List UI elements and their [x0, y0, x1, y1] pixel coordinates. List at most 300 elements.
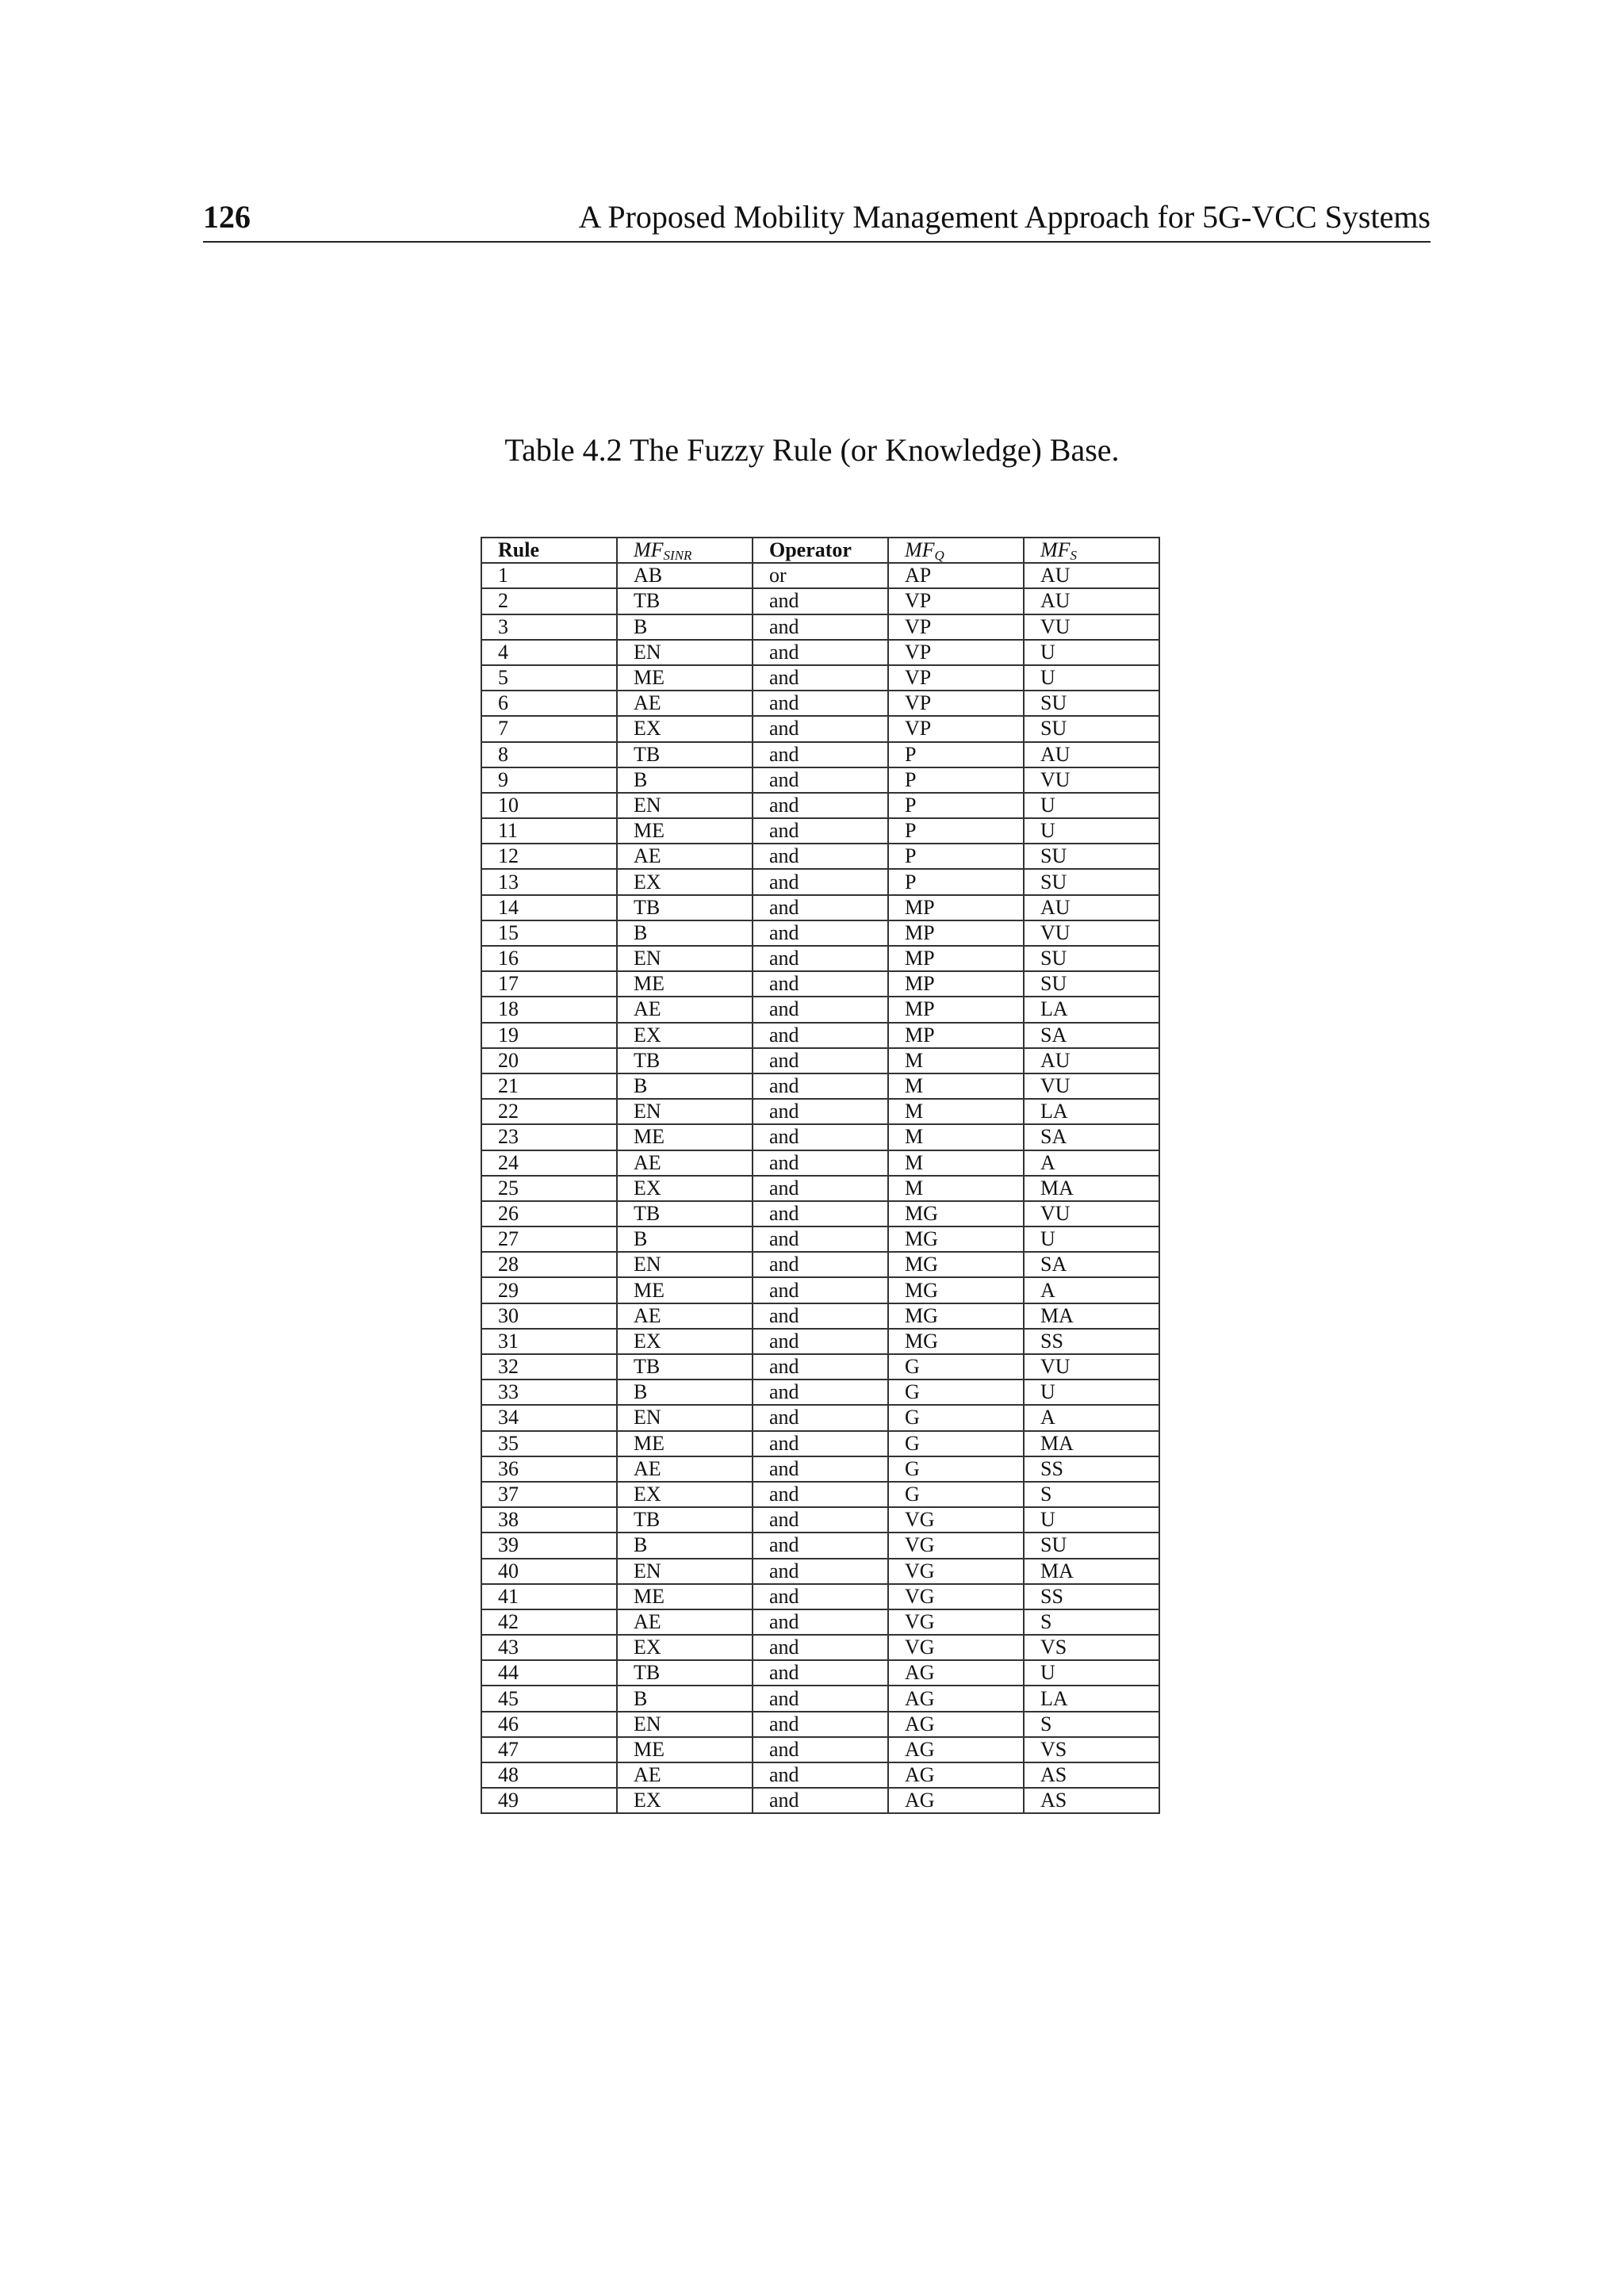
mf-sinr-cell: EX	[617, 716, 753, 741]
mf-s-cell: SS	[1024, 1456, 1159, 1482]
table-row	[481, 1533, 1159, 1558]
table-row	[481, 869, 1159, 894]
rule-number-cell: 34	[481, 1405, 617, 1430]
table-row	[481, 1559, 1159, 1584]
mf-sinr-cell: B	[617, 920, 753, 946]
mf-sinr-cell: B	[617, 1073, 753, 1099]
mf-sinr-cell: ME	[617, 971, 753, 997]
mf-s-cell: MA	[1024, 1431, 1159, 1456]
mf-sinr-cell: ME	[617, 665, 753, 691]
operator-cell: and	[753, 767, 888, 793]
operator-cell: and	[753, 1686, 888, 1711]
rule-number-cell: 6	[481, 691, 617, 716]
mf-q-cell: G	[888, 1354, 1024, 1380]
mf-sinr-cell: EX	[617, 1023, 753, 1048]
operator-cell: and	[753, 1431, 888, 1456]
operator-cell: and	[753, 1507, 888, 1533]
table-row	[481, 997, 1159, 1022]
table-row	[481, 793, 1159, 818]
rule-number-cell: 19	[481, 1023, 617, 1048]
column-header-mf-sinr	[617, 538, 753, 563]
operator-cell: and	[753, 793, 888, 818]
mf-sinr-cell: EN	[617, 640, 753, 665]
table-row	[481, 1609, 1159, 1635]
table-row	[481, 691, 1159, 716]
rule-number-cell: 49	[481, 1788, 617, 1813]
mf-q-cell: AG	[888, 1762, 1024, 1788]
table-row	[481, 640, 1159, 665]
rule-number-cell: 10	[481, 793, 617, 818]
mf-sinr-cell: EN	[617, 1712, 753, 1737]
mf-sinr-cell: TB	[617, 1354, 753, 1380]
rule-number-cell: 44	[481, 1660, 617, 1686]
table-row	[481, 1584, 1159, 1609]
mf-s-cell: LA	[1024, 997, 1159, 1022]
table-row	[481, 1762, 1159, 1788]
operator-cell: and	[753, 1559, 888, 1584]
rule-number-cell: 24	[481, 1150, 617, 1176]
rule-number-cell: 21	[481, 1073, 617, 1099]
table-row	[481, 844, 1159, 869]
mf-sinr-cell: AB	[617, 563, 753, 588]
rule-number-cell: 35	[481, 1431, 617, 1456]
operator-cell: and	[753, 1303, 888, 1329]
mf-sinr-cell: EX	[617, 1329, 753, 1354]
mf-sinr-cell: B	[617, 1533, 753, 1558]
mf-q-cell: VP	[888, 588, 1024, 614]
column-header-mf-q-base: MF	[905, 538, 935, 562]
operator-cell: or	[753, 563, 888, 588]
mf-sinr-cell: ME	[617, 1737, 753, 1762]
mf-sinr-cell: B	[617, 1380, 753, 1405]
operator-cell: and	[753, 1176, 888, 1201]
rule-number-cell: 30	[481, 1303, 617, 1329]
mf-q-cell: AG	[888, 1712, 1024, 1737]
mf-q-cell: VP	[888, 716, 1024, 741]
mf-q-cell: VG	[888, 1533, 1024, 1558]
mf-s-cell: SA	[1024, 1252, 1159, 1277]
operator-cell: and	[753, 588, 888, 614]
rule-number-cell: 31	[481, 1329, 617, 1354]
table-row	[481, 1635, 1159, 1660]
rule-number-cell: 17	[481, 971, 617, 997]
mf-s-cell: U	[1024, 665, 1159, 691]
table-row	[481, 920, 1159, 946]
operator-cell: and	[753, 1099, 888, 1124]
mf-s-cell: SS	[1024, 1329, 1159, 1354]
mf-sinr-cell: B	[617, 1226, 753, 1252]
rule-number-cell: 12	[481, 844, 617, 869]
mf-sinr-cell: TB	[617, 1660, 753, 1686]
rule-number-cell: 2	[481, 588, 617, 614]
mf-s-cell: SU	[1024, 1533, 1159, 1558]
operator-cell: and	[753, 1380, 888, 1405]
mf-s-cell: VU	[1024, 767, 1159, 793]
mf-s-cell: SS	[1024, 1584, 1159, 1609]
operator-cell: and	[753, 1023, 888, 1048]
rule-number-cell: 29	[481, 1277, 617, 1303]
column-header-mf-s-subscript: S	[1070, 548, 1078, 564]
mf-q-cell: MP	[888, 895, 1024, 920]
mf-q-cell: P	[888, 869, 1024, 894]
rule-number-cell: 13	[481, 869, 617, 894]
mf-s-cell: SU	[1024, 971, 1159, 997]
operator-cell: and	[753, 1405, 888, 1430]
mf-s-cell: LA	[1024, 1099, 1159, 1124]
mf-s-cell: SA	[1024, 1023, 1159, 1048]
rule-number-cell: 15	[481, 920, 617, 946]
column-header-mf-sinr-subscript: SINR	[663, 548, 692, 564]
mf-q-cell: VP	[888, 665, 1024, 691]
fuzzy-rule-table	[481, 537, 1160, 1814]
mf-sinr-cell: TB	[617, 588, 753, 614]
mf-sinr-cell: B	[617, 1686, 753, 1711]
mf-q-cell: M	[888, 1124, 1024, 1150]
mf-sinr-cell: EX	[617, 1482, 753, 1507]
mf-sinr-cell: EN	[617, 1252, 753, 1277]
table-row	[481, 716, 1159, 741]
mf-q-cell: MG	[888, 1329, 1024, 1354]
mf-q-cell: VP	[888, 640, 1024, 665]
running-title: A Proposed Mobility Management Approach for 5G-VCC Systems	[578, 199, 1431, 235]
mf-sinr-cell: EN	[617, 1405, 753, 1430]
rule-number-cell: 43	[481, 1635, 617, 1660]
operator-cell: and	[753, 920, 888, 946]
operator-cell: and	[753, 614, 888, 640]
mf-s-cell: VU	[1024, 614, 1159, 640]
mf-sinr-cell: EN	[617, 1559, 753, 1584]
mf-q-cell: AG	[888, 1788, 1024, 1813]
table-row	[481, 1354, 1159, 1380]
rule-number-cell: 38	[481, 1507, 617, 1533]
mf-q-cell: G	[888, 1405, 1024, 1430]
operator-cell: and	[753, 665, 888, 691]
operator-cell: and	[753, 946, 888, 971]
operator-cell: and	[753, 1277, 888, 1303]
table-row	[481, 1176, 1159, 1201]
mf-s-cell: U	[1024, 818, 1159, 844]
rule-number-cell: 7	[481, 716, 617, 741]
mf-s-cell: VU	[1024, 1073, 1159, 1099]
mf-s-cell: AU	[1024, 895, 1159, 920]
mf-sinr-cell: EN	[617, 1099, 753, 1124]
mf-s-cell: A	[1024, 1277, 1159, 1303]
table-row	[481, 1507, 1159, 1533]
table-row	[481, 1303, 1159, 1329]
mf-sinr-cell: TB	[617, 1507, 753, 1533]
table-row	[481, 614, 1159, 640]
rule-number-cell: 14	[481, 895, 617, 920]
mf-q-cell: VP	[888, 691, 1024, 716]
mf-s-cell: MA	[1024, 1303, 1159, 1329]
rule-number-cell: 22	[481, 1099, 617, 1124]
mf-sinr-cell: AE	[617, 1150, 753, 1176]
mf-sinr-cell: AE	[617, 1456, 753, 1482]
mf-s-cell: S	[1024, 1712, 1159, 1737]
mf-sinr-cell: B	[617, 767, 753, 793]
mf-q-cell: AG	[888, 1686, 1024, 1711]
operator-cell: and	[753, 691, 888, 716]
mf-q-cell: VG	[888, 1559, 1024, 1584]
table-row	[481, 1124, 1159, 1150]
rule-number-cell: 25	[481, 1176, 617, 1201]
table-row	[481, 1431, 1159, 1456]
mf-sinr-cell: EX	[617, 1176, 753, 1201]
mf-s-cell: VS	[1024, 1737, 1159, 1762]
mf-sinr-cell: EX	[617, 1635, 753, 1660]
mf-s-cell: S	[1024, 1609, 1159, 1635]
table-row	[481, 665, 1159, 691]
column-header-mf-q	[888, 538, 1024, 563]
operator-cell: and	[753, 1635, 888, 1660]
mf-q-cell: AG	[888, 1737, 1024, 1762]
table-row	[481, 1048, 1159, 1073]
mf-q-cell: VP	[888, 614, 1024, 640]
mf-s-cell: AU	[1024, 1048, 1159, 1073]
mf-sinr-cell: AE	[617, 997, 753, 1022]
operator-cell: and	[753, 1762, 888, 1788]
mf-q-cell: P	[888, 742, 1024, 767]
operator-cell: and	[753, 1660, 888, 1686]
mf-sinr-cell: ME	[617, 1277, 753, 1303]
rule-number-cell: 40	[481, 1559, 617, 1584]
mf-q-cell: P	[888, 767, 1024, 793]
mf-sinr-cell: TB	[617, 895, 753, 920]
column-header-mf-sinr-base: MF	[634, 538, 664, 562]
table-row	[481, 818, 1159, 844]
mf-s-cell: SU	[1024, 844, 1159, 869]
mf-q-cell: MG	[888, 1226, 1024, 1252]
rule-number-cell: 11	[481, 818, 617, 844]
mf-q-cell: G	[888, 1482, 1024, 1507]
mf-s-cell: A	[1024, 1405, 1159, 1430]
mf-q-cell: MG	[888, 1252, 1024, 1277]
operator-cell: and	[753, 971, 888, 997]
table-row	[481, 1380, 1159, 1405]
operator-cell: and	[753, 1150, 888, 1176]
operator-cell: and	[753, 1584, 888, 1609]
rule-number-cell: 23	[481, 1124, 617, 1150]
rule-number-cell: 4	[481, 640, 617, 665]
table-row	[481, 1073, 1159, 1099]
rule-number-cell: 18	[481, 997, 617, 1022]
column-header-operator: Operator	[753, 538, 888, 563]
table-row	[481, 1482, 1159, 1507]
operator-cell: and	[753, 1456, 888, 1482]
mf-sinr-cell: EN	[617, 793, 753, 818]
mf-s-cell: VU	[1024, 1201, 1159, 1226]
mf-q-cell: MP	[888, 920, 1024, 946]
mf-s-cell: U	[1024, 1507, 1159, 1533]
operator-cell: and	[753, 1712, 888, 1737]
rule-number-cell: 9	[481, 767, 617, 793]
mf-sinr-cell: EN	[617, 946, 753, 971]
mf-q-cell: MP	[888, 971, 1024, 997]
rule-number-cell: 42	[481, 1609, 617, 1635]
table-row	[481, 1099, 1159, 1124]
table-header-row	[481, 538, 1159, 563]
table-row	[481, 1023, 1159, 1048]
mf-s-cell: VS	[1024, 1635, 1159, 1660]
table-row	[481, 767, 1159, 793]
mf-s-cell: AU	[1024, 563, 1159, 588]
mf-s-cell: U	[1024, 793, 1159, 818]
operator-cell: and	[753, 895, 888, 920]
operator-cell: and	[753, 1354, 888, 1380]
rule-number-cell: 16	[481, 946, 617, 971]
mf-q-cell: MP	[888, 997, 1024, 1022]
mf-s-cell: U	[1024, 1226, 1159, 1252]
rule-number-cell: 47	[481, 1737, 617, 1762]
table-row	[481, 1150, 1159, 1176]
table-body	[481, 563, 1159, 1813]
rule-number-cell: 48	[481, 1762, 617, 1788]
mf-q-cell: P	[888, 818, 1024, 844]
mf-s-cell: MA	[1024, 1176, 1159, 1201]
operator-cell: and	[753, 1737, 888, 1762]
table-row	[481, 1686, 1159, 1711]
mf-sinr-cell: AE	[617, 844, 753, 869]
mf-q-cell: M	[888, 1048, 1024, 1073]
mf-s-cell: U	[1024, 1380, 1159, 1405]
mf-sinr-cell: TB	[617, 1048, 753, 1073]
column-header-mf-s	[1024, 538, 1159, 563]
mf-q-cell: P	[888, 793, 1024, 818]
mf-sinr-cell: ME	[617, 1431, 753, 1456]
table-row	[481, 742, 1159, 767]
mf-q-cell: VG	[888, 1584, 1024, 1609]
operator-cell: and	[753, 844, 888, 869]
table-row	[481, 1201, 1159, 1226]
operator-cell: and	[753, 1609, 888, 1635]
mf-q-cell: AG	[888, 1660, 1024, 1686]
mf-q-cell: M	[888, 1073, 1024, 1099]
mf-sinr-cell: ME	[617, 1124, 753, 1150]
rule-number-cell: 33	[481, 1380, 617, 1405]
mf-s-cell: U	[1024, 640, 1159, 665]
operator-cell: and	[753, 640, 888, 665]
mf-q-cell: G	[888, 1380, 1024, 1405]
rule-number-cell: 37	[481, 1482, 617, 1507]
mf-s-cell: A	[1024, 1150, 1159, 1176]
table-row	[481, 971, 1159, 997]
mf-sinr-cell: AE	[617, 691, 753, 716]
mf-q-cell: MG	[888, 1201, 1024, 1226]
mf-s-cell: SU	[1024, 691, 1159, 716]
column-header-mf-q-subscript: Q	[934, 548, 944, 564]
mf-q-cell: MP	[888, 946, 1024, 971]
operator-cell: and	[753, 869, 888, 894]
table-caption: Table 4.2 The Fuzzy Rule (or Knowledge) Base.	[504, 432, 1120, 468]
rule-number-cell: 41	[481, 1584, 617, 1609]
column-header-mf-s-base: MF	[1040, 538, 1071, 562]
operator-cell: and	[753, 997, 888, 1022]
mf-q-cell: M	[888, 1176, 1024, 1201]
table-row	[481, 1660, 1159, 1686]
table-row	[481, 1277, 1159, 1303]
mf-sinr-cell: TB	[617, 1201, 753, 1226]
column-header-rule: Rule	[481, 538, 617, 563]
table-row	[481, 1456, 1159, 1482]
operator-cell: and	[753, 716, 888, 741]
rule-number-cell: 36	[481, 1456, 617, 1482]
rule-number-cell: 46	[481, 1712, 617, 1737]
operator-cell: and	[753, 1482, 888, 1507]
mf-s-cell: MA	[1024, 1559, 1159, 1584]
mf-sinr-cell: AE	[617, 1303, 753, 1329]
table-row	[481, 588, 1159, 614]
mf-s-cell: SU	[1024, 716, 1159, 741]
table-row	[481, 1405, 1159, 1430]
mf-s-cell: SU	[1024, 946, 1159, 971]
rule-number-cell: 27	[481, 1226, 617, 1252]
mf-sinr-cell: AE	[617, 1762, 753, 1788]
mf-s-cell: S	[1024, 1482, 1159, 1507]
page-header	[203, 195, 1431, 243]
operator-cell: and	[753, 1329, 888, 1354]
table-row	[481, 1226, 1159, 1252]
mf-q-cell: M	[888, 1150, 1024, 1176]
table-row	[481, 1737, 1159, 1762]
mf-q-cell: MG	[888, 1303, 1024, 1329]
mf-sinr-cell: EX	[617, 1788, 753, 1813]
mf-q-cell: G	[888, 1456, 1024, 1482]
mf-s-cell: AU	[1024, 742, 1159, 767]
mf-q-cell: MG	[888, 1277, 1024, 1303]
table-row	[481, 946, 1159, 971]
mf-s-cell: U	[1024, 1660, 1159, 1686]
rule-number-cell: 28	[481, 1252, 617, 1277]
operator-cell: and	[753, 1073, 888, 1099]
table-row	[481, 1788, 1159, 1813]
table-row	[481, 1712, 1159, 1737]
operator-cell: and	[753, 1533, 888, 1558]
rule-number-cell: 45	[481, 1686, 617, 1711]
mf-sinr-cell: ME	[617, 818, 753, 844]
mf-q-cell: P	[888, 844, 1024, 869]
page-number: 126	[203, 199, 251, 235]
mf-s-cell: AS	[1024, 1788, 1159, 1813]
mf-q-cell: AP	[888, 563, 1024, 588]
mf-q-cell: VG	[888, 1507, 1024, 1533]
operator-cell: and	[753, 1788, 888, 1813]
rule-number-cell: 8	[481, 742, 617, 767]
rule-number-cell: 1	[481, 563, 617, 588]
operator-cell: and	[753, 742, 888, 767]
mf-q-cell: G	[888, 1431, 1024, 1456]
table-row	[481, 563, 1159, 588]
rule-number-cell: 5	[481, 665, 617, 691]
mf-sinr-cell: EX	[617, 869, 753, 894]
mf-sinr-cell: ME	[617, 1584, 753, 1609]
mf-s-cell: LA	[1024, 1686, 1159, 1711]
mf-s-cell: SA	[1024, 1124, 1159, 1150]
mf-sinr-cell: TB	[617, 742, 753, 767]
mf-sinr-cell: B	[617, 614, 753, 640]
table-row	[481, 895, 1159, 920]
operator-cell: and	[753, 1252, 888, 1277]
mf-s-cell: AU	[1024, 588, 1159, 614]
mf-s-cell: AS	[1024, 1762, 1159, 1788]
table-row	[481, 1329, 1159, 1354]
operator-cell: and	[753, 1226, 888, 1252]
mf-s-cell: VU	[1024, 920, 1159, 946]
mf-s-cell: SU	[1024, 869, 1159, 894]
mf-q-cell: M	[888, 1099, 1024, 1124]
mf-q-cell: VG	[888, 1635, 1024, 1660]
operator-cell: and	[753, 1048, 888, 1073]
rule-number-cell: 39	[481, 1533, 617, 1558]
